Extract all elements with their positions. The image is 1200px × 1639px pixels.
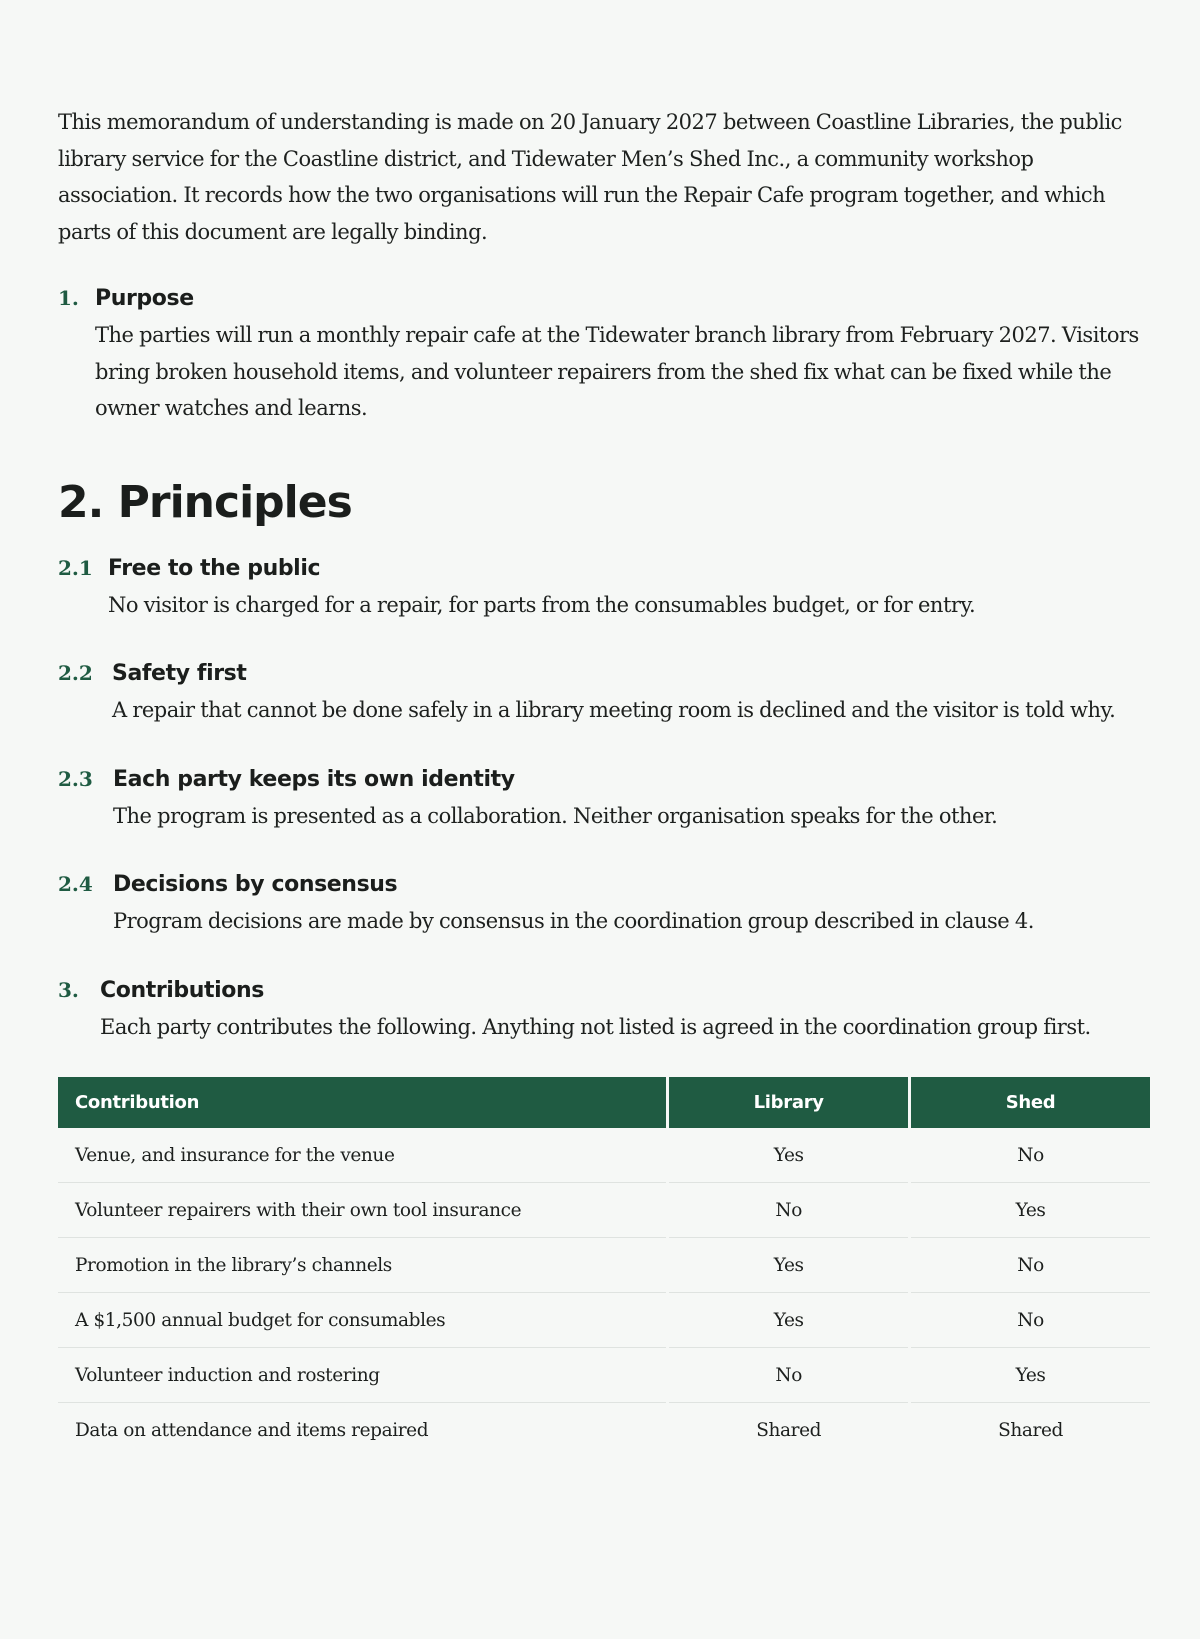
contribution-cell: Promotion in the library’s channels	[58, 1238, 666, 1293]
table-header-row	[58, 1077, 1150, 1128]
column-header-contribution: Contribution	[58, 1077, 666, 1128]
column-header-shed: Shed	[911, 1077, 1150, 1128]
shed-cell: No	[911, 1293, 1150, 1348]
clause-purpose	[58, 286, 1150, 427]
intro-paragraph: This memorandum of understanding is made on 20 January 2027 between Coastline Libraries, the public library service for the Coastline district, and Tidewater Men’s Shed Inc., a community workshop association. It records how the two organisations will run the Repair Cafe program together, and which parts of this document are legally binding.	[58, 110, 1122, 244]
library-cell: Shared	[756, 1419, 822, 1441]
contribution-cell: A $1,500 annual budget for consumables	[58, 1293, 666, 1348]
clause-number: 1.	[58, 286, 79, 310]
table-row	[58, 1128, 1150, 1183]
shed-cell: Shared	[998, 1419, 1063, 1441]
shed-cell: Yes	[911, 1348, 1150, 1403]
library-cell: No	[669, 1183, 908, 1238]
shed-cell: No	[911, 1128, 1150, 1183]
library-cell: Yes	[669, 1293, 908, 1348]
contribution-cell: Venue, and insurance for the venue	[58, 1128, 666, 1183]
table-row	[58, 1293, 1150, 1348]
shed-cell: No	[911, 1238, 1150, 1293]
library-cell: Yes	[669, 1128, 908, 1183]
clause-number: 2.4	[58, 872, 93, 896]
clause-body: A repair that cannot be done safely in a library meeting room is declined and the visitor is told why.	[112, 698, 1116, 722]
clause-number: 2.3	[58, 766, 93, 791]
clause-body: Each party contributes the following. Anything not listed is agreed in the coordination group first.	[100, 1014, 1091, 1039]
table-row	[58, 1238, 1150, 1293]
contribution-cell: Volunteer induction and rostering	[58, 1348, 666, 1403]
library-cell: Yes	[669, 1238, 908, 1293]
table-row	[58, 1348, 1150, 1403]
library-cell: No	[669, 1348, 908, 1403]
clause-header	[58, 872, 1150, 897]
contribution-cell: Data on attendance and items repaired	[75, 1419, 429, 1441]
shed-cell: Yes	[911, 1183, 1150, 1238]
clause-body: The parties will run a monthly repair cafe at the Tidewater branch library from February 2027. Visitors bring broken household items, and volunteer repairers from the shed fix what can be fixed while the owner watches and learns.	[95, 323, 1139, 420]
clause-title: Decisions by consensus	[113, 872, 398, 897]
clause-header	[58, 556, 1150, 581]
clause-header	[58, 978, 1150, 1003]
document-page	[58, 104, 1150, 1457]
clause-body: No visitor is charged for a repair, for parts from the consumables budget, or for entry.	[108, 592, 976, 617]
clause-body: The program is presented as a collaboration. Neither organisation speaks for the other.	[113, 803, 998, 828]
contribution-cell: Volunteer repairers with their own tool insurance	[58, 1183, 666, 1238]
clause-2-2	[58, 661, 1150, 729]
clause-2-3	[58, 767, 1150, 835]
clause-title: Each party keeps its own identity	[113, 766, 515, 792]
clause-title: Purpose	[95, 286, 194, 311]
table-row	[58, 1403, 1150, 1457]
clause-title: Safety first	[112, 661, 247, 686]
clause-2-4	[58, 872, 1150, 940]
clause-title: Contributions	[100, 977, 264, 1003]
clause-title: Free to the public	[108, 555, 321, 581]
section-heading-principles: 2. Principles	[58, 476, 352, 528]
clause-header	[58, 661, 1150, 686]
clause-number: 2.2	[58, 661, 93, 685]
clause-contributions	[58, 978, 1150, 1046]
clause-2-1	[58, 556, 1150, 624]
clause-header	[58, 286, 1150, 311]
column-header-library: Library	[669, 1077, 908, 1128]
clause-header	[58, 767, 1150, 792]
contributions-table	[55, 1077, 1153, 1457]
clause-number: 3.	[58, 977, 79, 1002]
clause-body: Program decisions are made by consensus in the coordination group described in clause 4.	[113, 909, 1034, 933]
clause-number: 2.1	[58, 555, 93, 580]
table-row	[58, 1183, 1150, 1238]
